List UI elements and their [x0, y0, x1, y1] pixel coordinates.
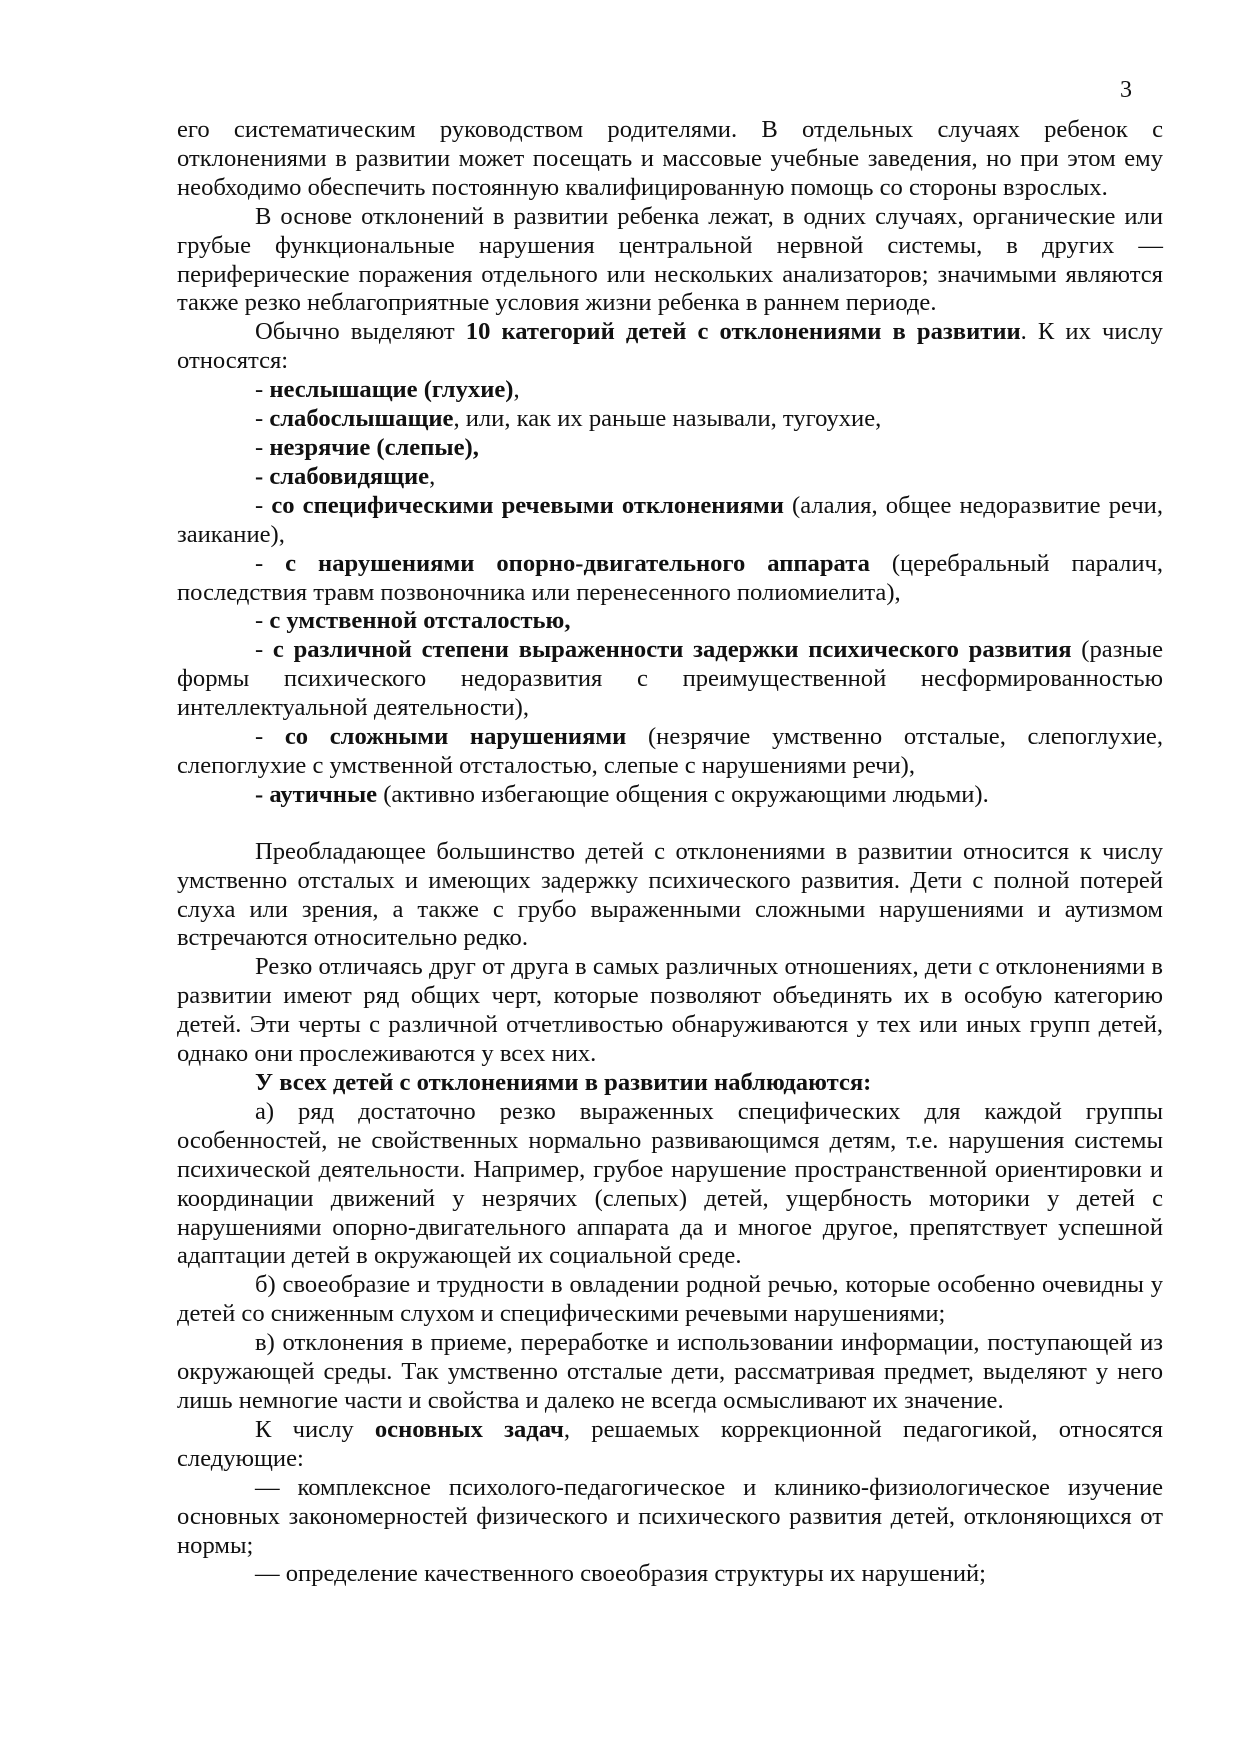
- list-item: [177, 781, 1163, 810]
- paragraph-tasks: [177, 1416, 1163, 1474]
- list-item: [177, 434, 1163, 463]
- body-text: [177, 116, 1163, 1589]
- list-rest: (незрячие умственно отсталые, слепоглухие, слепоглухие с умственной отсталостью, слепые с нарушениями речи),: [177, 723, 1163, 779]
- paragraph-task-2: — определение качественного своеобразия структуры их нарушений;: [255, 1560, 986, 1588]
- page-number: 3: [1120, 77, 1132, 103]
- tasks-bold: основных задач: [374, 1415, 564, 1443]
- common-features-heading: [177, 1069, 1163, 1098]
- paragraph-continuation: его систематическим руководством родителями. В отдельных случаях ребенок с отклонениями в развитии может посещать и массовые учебные заведения, но при этом ему необходимо обеспечить постоянную квалифицированную помощь со стороны взрослых.: [177, 116, 1163, 201]
- list-item: [177, 550, 1163, 608]
- list-item: [177, 636, 1163, 723]
- list-dash: -: [255, 549, 286, 577]
- list-dash: -: [255, 636, 273, 664]
- list-item: [177, 405, 1163, 434]
- categories-post: . К их числу относятся:: [177, 318, 1163, 375]
- list-bold: с нарушениями опорно-двигательного аппарата: [285, 549, 870, 577]
- list-item: [177, 607, 1163, 636]
- list-rest: , или, как их раньше называли, тугоухие,: [453, 405, 882, 433]
- list-dash: -: [255, 491, 272, 519]
- categories-bold: 10 категорий детей с отклонениями в развитии: [465, 318, 1021, 346]
- list-bold: - аутичные: [255, 780, 378, 808]
- paragraph-point-v: в) отклонения в приеме, переработке и использовании информации, поступающей из окружающей среды. Так умственно отсталые дети, рассматривая предмет, выделяют у него лишь немногие части и свойства и далеко не всегда осмысливают их значение.: [177, 1329, 1163, 1414]
- categories-pre: Обычно выделяют: [255, 318, 466, 346]
- list-dash: -: [255, 376, 270, 404]
- paragraph-categories: [177, 318, 1163, 376]
- tasks-pre: К числу: [255, 1415, 375, 1443]
- common-features-heading-text: У всех детей с отклонениями в развитии наблюдаются:: [255, 1069, 872, 1096]
- list-dash: -: [255, 405, 270, 433]
- list-dash: -: [255, 607, 270, 635]
- list-bold: с различной степени выраженности задержки психического развития: [272, 636, 1072, 664]
- list-rest: ,: [429, 462, 436, 490]
- list-dash: -: [255, 433, 270, 461]
- list-rest: (церебральный паралич, последствия травм позвоночника или перенесенного полиомиелита),: [177, 549, 1164, 606]
- tasks-post: , решаемых коррекционной педагогикой, относятся следующие:: [177, 1415, 1163, 1472]
- list-bold: со специфическими речевыми отклонениями: [271, 491, 784, 519]
- list-bold: неслышащие (глухие): [269, 376, 514, 404]
- paragraph-point-a: а) ряд достаточно резко выраженных специфических для каждой группы особенностей, не свойственных нормально развивающимся детям, т.е. нарушения системы психической деятельности. Например, грубое нарушение пространственной ориентировки и координации движений у незрячих (слепых) детей, ущербность моторики у детей с нарушениями опорно-двигательного аппарата да и многое другое, препятствует успешной адаптации детей в окружающей их социальной среде.: [177, 1097, 1163, 1270]
- list-bold: со сложными нарушениями: [284, 723, 627, 751]
- list-rest: (разные формы психического недоразвития с преимущественной несформированностью интеллектуальной деятельности),: [177, 636, 1163, 722]
- paragraph-gap: [177, 810, 1163, 838]
- list-bold: с умственной отсталостью,: [269, 607, 571, 635]
- list-rest: (активно избегающие общения с окружающими людьми).: [377, 780, 989, 808]
- list-item: [177, 376, 1163, 405]
- list-item: [177, 492, 1163, 550]
- paragraph-sharp-difference: Резко отличаясь друг от друга в самых различных отношениях, дети с отклонениями в развитии имеют ряд общих черт, которые позволяют объединять их в особую категорию детей. Эти черты с различной отчетливостью обнаруживаются у тех или иных групп детей, однако они прослеживаются у всех них.: [177, 953, 1163, 1068]
- list-dash: -: [255, 723, 285, 751]
- list-rest: ,: [513, 376, 520, 404]
- list-rest: (алалия, общее недоразвитие речи, заикание),: [177, 491, 1163, 548]
- list-bold: незрячие (слепые),: [269, 433, 479, 461]
- list-bold: слабослышащие: [269, 405, 454, 433]
- list-item: [177, 723, 1163, 781]
- paragraph-basis: В основе отклонений в развитии ребенка лежат, в одних случаях, органические или грубые функциональные нарушения центральной нервной системы, в других — периферические поражения отдельного или нескольких анализаторов; значимыми являются также резко неблагоприятные условия жизни ребенка в раннем периоде.: [177, 202, 1163, 317]
- list-item: [177, 463, 1163, 492]
- paragraph-task-1: — комплексное психолого-педагогическое и клинико-физиологическое изучение основных закономерностей физического и психического развития детей, отклоняющихся от нормы;: [177, 1473, 1163, 1559]
- list-bold: - слабовидящие: [255, 462, 430, 490]
- paragraph-point-b: б) своеобразие и трудности в овладении родной речью, которые особенно очевидны у детей со сниженным слухом и специфическими речевыми нарушениями;: [177, 1271, 1163, 1328]
- paragraph-majority: Преобладающее большинство детей с отклонениями в развитии относится к числу умственно отсталых и имеющих задержку психического развития. Дети с полной потерей слуха или зрения, а также с грубо выраженными сложными нарушениями и аутизмом встречаются относительно редко.: [177, 837, 1163, 952]
